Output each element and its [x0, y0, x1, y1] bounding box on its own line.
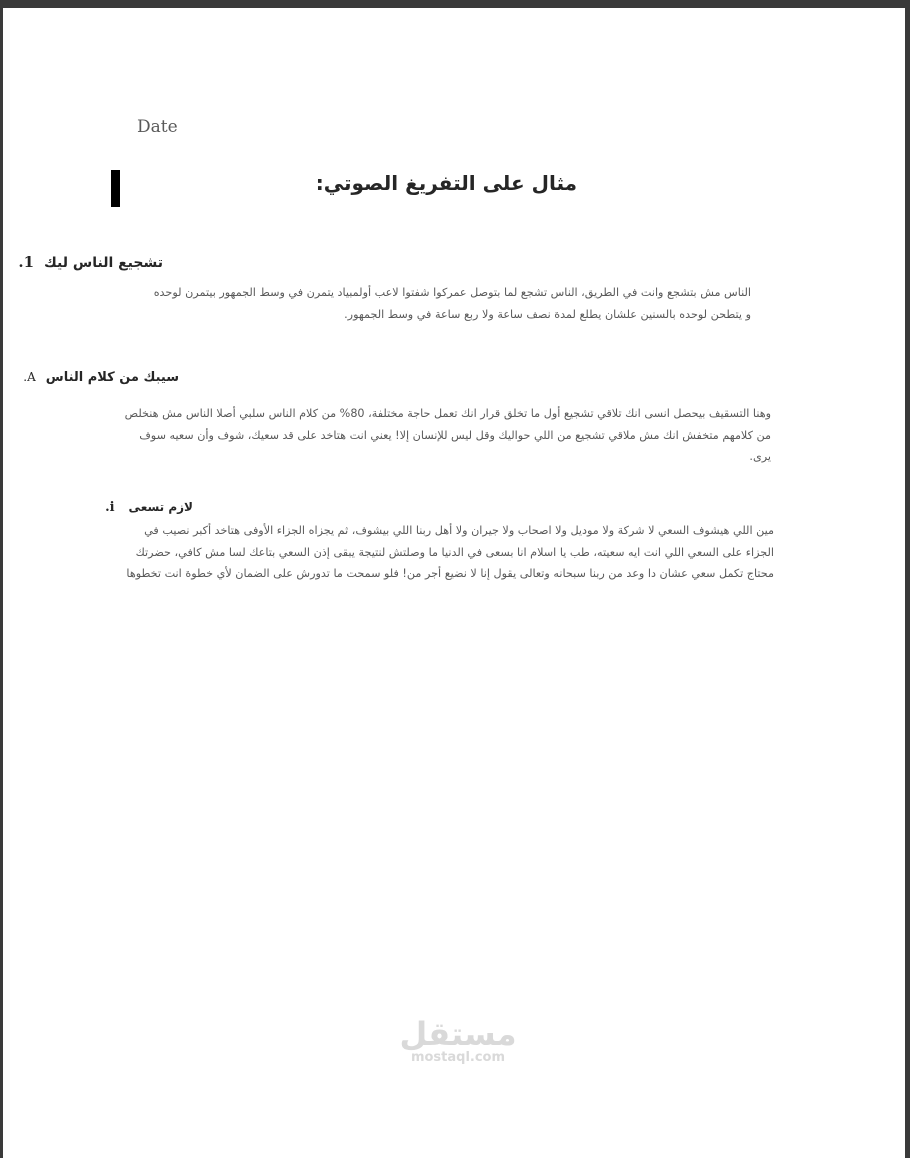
section-2-number: A.	[23, 370, 36, 384]
section-2-paragraph: وهنا التسقيف بيحصل انسى انك تلاقي تشجيع أول ما تخلق قرار انك تعمل حاجة مختلفة، 80% من كلام الناس سلبي أصلا الناس مش هنخلص من كلامهم متخفش انك مش ملاقي تشجيع من اللي حواليك وقل ليس للإنسان إلا! يعني انت هتاخد على قد سعيك، شوف وأن سعيه سوف يرى.	[124, 407, 771, 463]
section-1-number: 1.	[18, 253, 35, 271]
section-1-paragraph: الناس مش بتشجع وانت في الطريق، الناس تشجع لما بتوصل عمركوا شفتوا لاعب أولمبياد يتمرن في وسط الجمهور بيتمرن لوحده و يتطحن لوحده بالسنين علشان يطلع لمدة نصف ساعة ولا ربع ساعة في وسط الجمهور.	[153, 286, 751, 321]
text-cursor-marker	[111, 170, 120, 207]
watermark-url: mostaql.com	[410, 1050, 506, 1065]
document-page	[3, 8, 905, 1158]
section-2-heading	[23, 370, 179, 385]
section-3-heading	[105, 500, 193, 515]
section-1-heading-text: تشجيع الناس ليك	[44, 255, 163, 271]
section-3-heading-text: لازم تسعى	[128, 500, 193, 514]
section-2-heading-text: سيبك من كلام الناس	[45, 370, 179, 385]
date-placeholder[interactable]: Date	[137, 117, 178, 137]
section-3-number: i.	[105, 500, 115, 515]
section-1-heading	[18, 253, 163, 271]
document-title: مثال على التفريغ الصوتي:	[315, 171, 577, 195]
section-3-paragraph: مين اللي هيشوف السعي لا شركة ولا موديل ولا اصحاب ولا جيران ولا أهل ربنا اللي بيشوف، ثم يجزاه الجزاء الأوفى هتاخد أكبر نصيب في الجزاء على السعي اللي انت ايه سعيته، طب يا اسلام انا بسعى في الدنيا ما وصلتش لنتيجة يبقى إذن السعي بتاعك لسا مش كافي، حضرتك محتاج تكمل سعي عشان دا وعد من ربنا سبحانه وتعالى يقول إنا لا نضيع أجر من! فلو سمحت ما تدورش على الضمان لأي خطوة انت تخطوها	[126, 524, 774, 580]
watermark-arabic-logo: مستقل	[399, 1015, 517, 1053]
mostaql-watermark	[398, 1015, 518, 1066]
